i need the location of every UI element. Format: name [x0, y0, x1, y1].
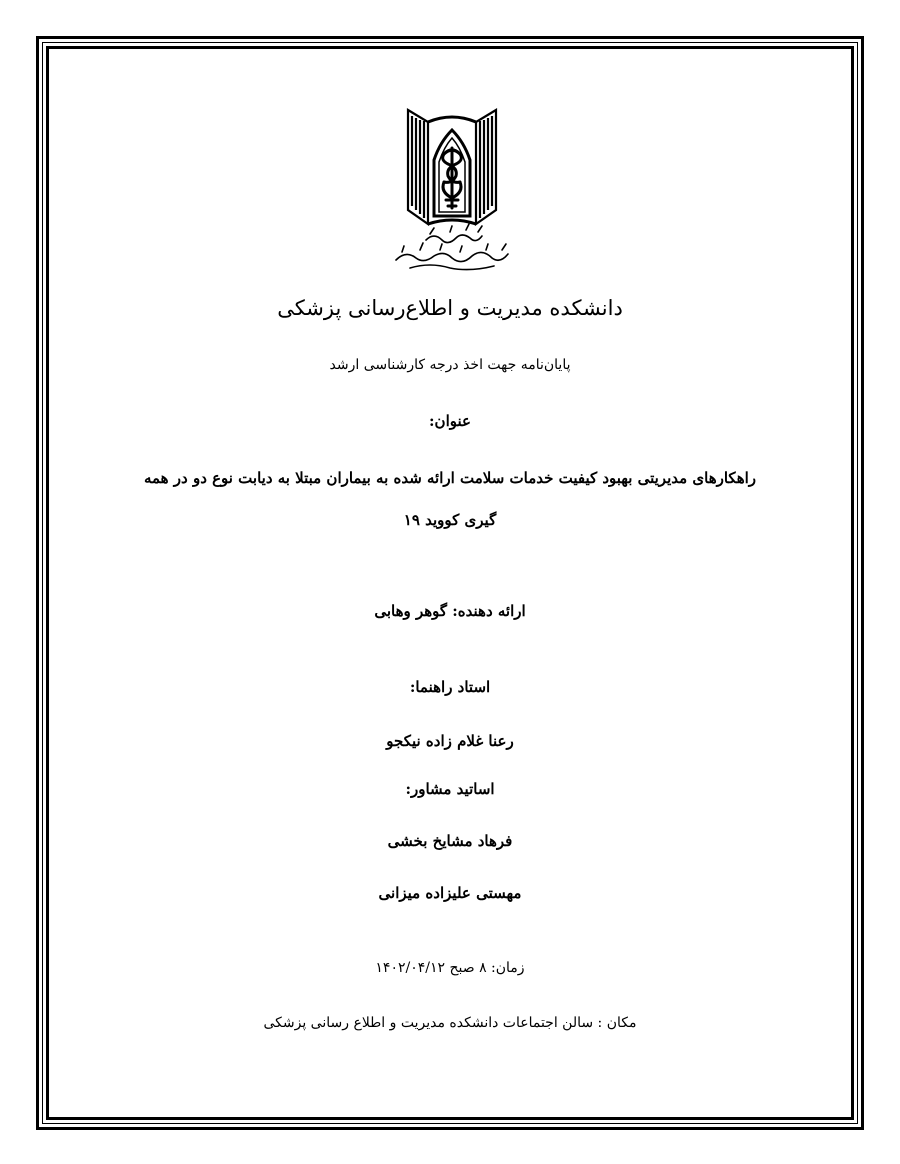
session-time: زمان: ۸ صبح ۱۴۰۲/۰۴/۱۲ [375, 960, 525, 976]
advisor-label: استاد راهنما: [409, 678, 491, 696]
thesis-degree-line: پایان‌نامه جهت اخذ درجه کارشناسی ارشد [329, 357, 571, 373]
presenter: ارائه دهنده: گوهر وهابی [374, 602, 526, 620]
consultant-name-2: مهستی علیزاده میزانی [378, 884, 522, 902]
consultant-name-1: فرهاد مشایخ بخشی [387, 832, 513, 850]
faculty-name: دانشکده مدیریت و اطلاع‌رسانی پزشکی [277, 296, 623, 320]
thesis-title-line-1: راهکارهای مدیریتی بهبود کیفیت خدمات سلامت ارائه شده به بیماران مبتلا به دیابت نوع دو در همه [143, 469, 757, 487]
title-label: عنوان: [429, 412, 471, 430]
consultants-label: اساتید مشاور: [405, 780, 495, 798]
session-place: مکان : سالن اجتماعات دانشکده مدیریت و اطلاع رسانی پزشکی [263, 1015, 637, 1031]
university-emblem-logo [390, 100, 514, 276]
advisor-name: رعنا غلام زاده نیکجو [386, 732, 514, 750]
thesis-title-line-2: گیری کووید ۱۹ [403, 511, 497, 529]
